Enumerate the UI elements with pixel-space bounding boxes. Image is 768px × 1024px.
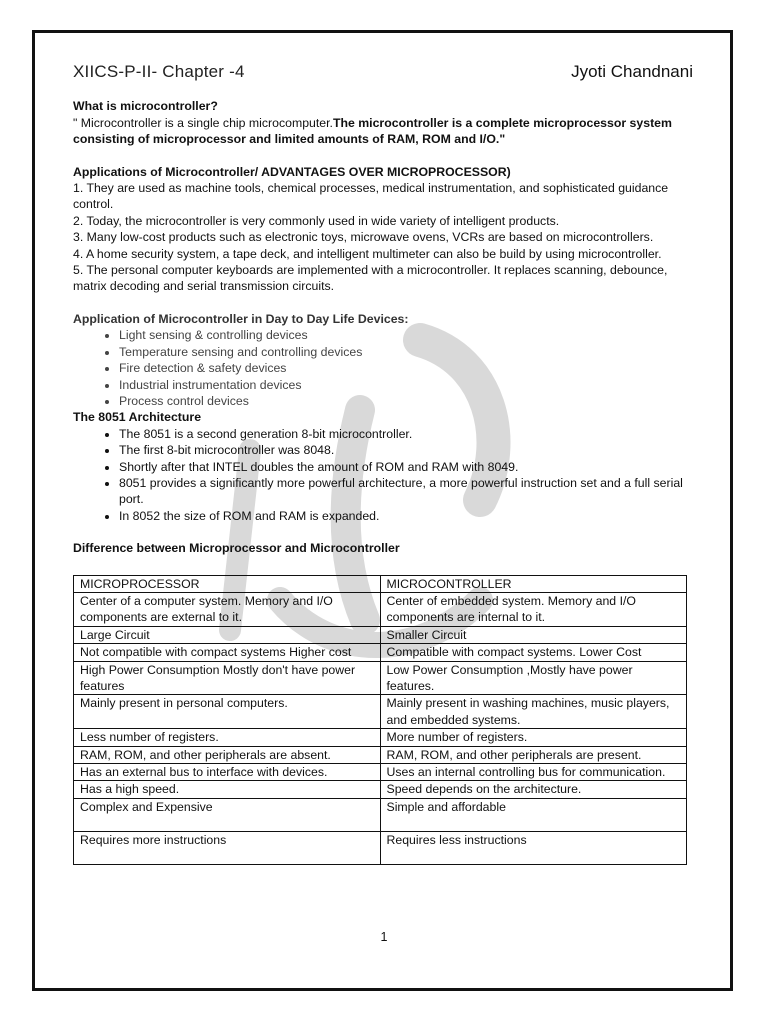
table-header-row [74,575,687,592]
table-cell: Has an external bus to interface with devices. [74,764,381,781]
list-item: • In 8052 the size of ROM and RAM is expanded. [119,508,693,524]
difference-heading: Difference between Microprocessor and Microcontroller [73,541,400,556]
table-cell: Not compatible with compact systems Higher cost [74,644,381,661]
table-row [74,661,687,695]
table-cell: More number of registers. [380,729,687,746]
intro-answer [73,115,693,148]
document-title: XIICS-P-II- Chapter -4 [73,62,245,81]
table-row [74,729,687,746]
table-cell: Simple and affordable [380,798,687,831]
applications-list [73,180,693,295]
table-cell: Less number of registers. [74,729,381,746]
list-item: • Temperature sensing and controlling devices [119,344,693,360]
list-item: • Fire detection & safety devices [119,360,693,376]
table-cell: Compatible with compact systems. Lower Cost [380,644,687,661]
list-item: 3. Many low-cost products such as electronic toys, microwave ovens, VCRs are based on microcontrollers. [73,230,654,245]
table-row [74,764,687,781]
intro-answer-bold: The microcontroller is a complete microprocessor system consisting of microprocessor and limited amounts of RAM, ROM and I/O." [73,115,672,147]
page-number: 1 [380,930,388,944]
table-row [74,592,687,626]
table-cell: Requires less instructions [380,831,687,864]
architecture-list [73,426,693,524]
document-body [73,64,693,865]
column-header: MICROPROCESSOR [74,575,381,592]
list-item: 1. They are used as machine tools, chemical processes, medical instrumentation, and sophisticated guidance control. [73,181,669,212]
intro-question: What is microcontroller? [73,99,218,114]
table-row [74,781,687,798]
table-row [74,695,687,729]
table-cell: Center of embedded system. Memory and I/O components are internal to it. [380,592,687,626]
daily-devices-list [73,327,693,409]
table-cell: Complex and Expensive [74,798,381,831]
intro-answer-plain: " Microcontroller is a single chip microcomputer. [73,115,333,130]
list-item: • Industrial instrumentation devices [119,377,693,393]
table-row [74,798,687,831]
list-item: • Shortly after that INTEL doubles the amount of ROM and RAM with 8049. [119,459,693,475]
list-item: • Light sensing & controlling devices [119,327,693,343]
list-item: • 8051 provides a significantly more powerful architecture, a more powerful instruction set and a full serial port. [119,475,693,508]
table-row [74,746,687,763]
applications-heading: Applications of Microcontroller/ ADVANTAGES OVER MICROPROCESSOR) [73,164,511,179]
table-cell: Smaller Circuit [380,626,687,643]
architecture-heading: The 8051 Architecture [73,410,202,425]
table-cell: RAM, ROM, and other peripherals are absent. [74,746,381,763]
list-item: 5. The personal computer keyboards are implemented with a microcontroller. It replaces scanning, debounce, matrix decoding and serial transmission circuits. [73,263,668,294]
table-cell: RAM, ROM, and other peripherals are present. [380,746,687,763]
table-cell: Uses an internal controlling bus for communication. [380,764,687,781]
table-cell: Requires more instructions [74,831,381,864]
daily-devices-heading: Application of Microcontroller in Day to Day Life Devices: [73,311,409,326]
table-cell: Low Power Consumption ,Mostly have power features. [380,661,687,695]
list-item: 4. A home security system, a tape deck, and intelligent multimeter can also be build by using microcontroller. [73,246,662,261]
table-cell: Center of a computer system. Memory and I/O components are external to it. [74,592,381,626]
table-cell: Mainly present in personal computers. [74,695,381,729]
author-name: Jyoti Chandnani [571,62,693,81]
list-item: • The first 8-bit microcontroller was 8048. [119,442,693,458]
table-cell: Large Circuit [74,626,381,643]
table-row [74,626,687,643]
table-cell: Mainly present in washing machines, music players, and embedded systems. [380,695,687,729]
comparison-table [73,575,687,865]
table-row [74,644,687,661]
list-item: • Process control devices [119,393,693,409]
table-cell: High Power Consumption Mostly don't have power features [74,661,381,695]
column-header: MICROCONTROLLER [380,575,687,592]
list-item: 2. Today, the microcontroller is very commonly used in wide variety of intelligent products. [73,213,560,228]
table-row [74,831,687,864]
list-item: • The 8051 is a second generation 8-bit microcontroller. [119,426,693,442]
table-cell: Speed depends on the architecture. [380,781,687,798]
page-header [73,64,693,80]
table-cell: Has a high speed. [74,781,381,798]
